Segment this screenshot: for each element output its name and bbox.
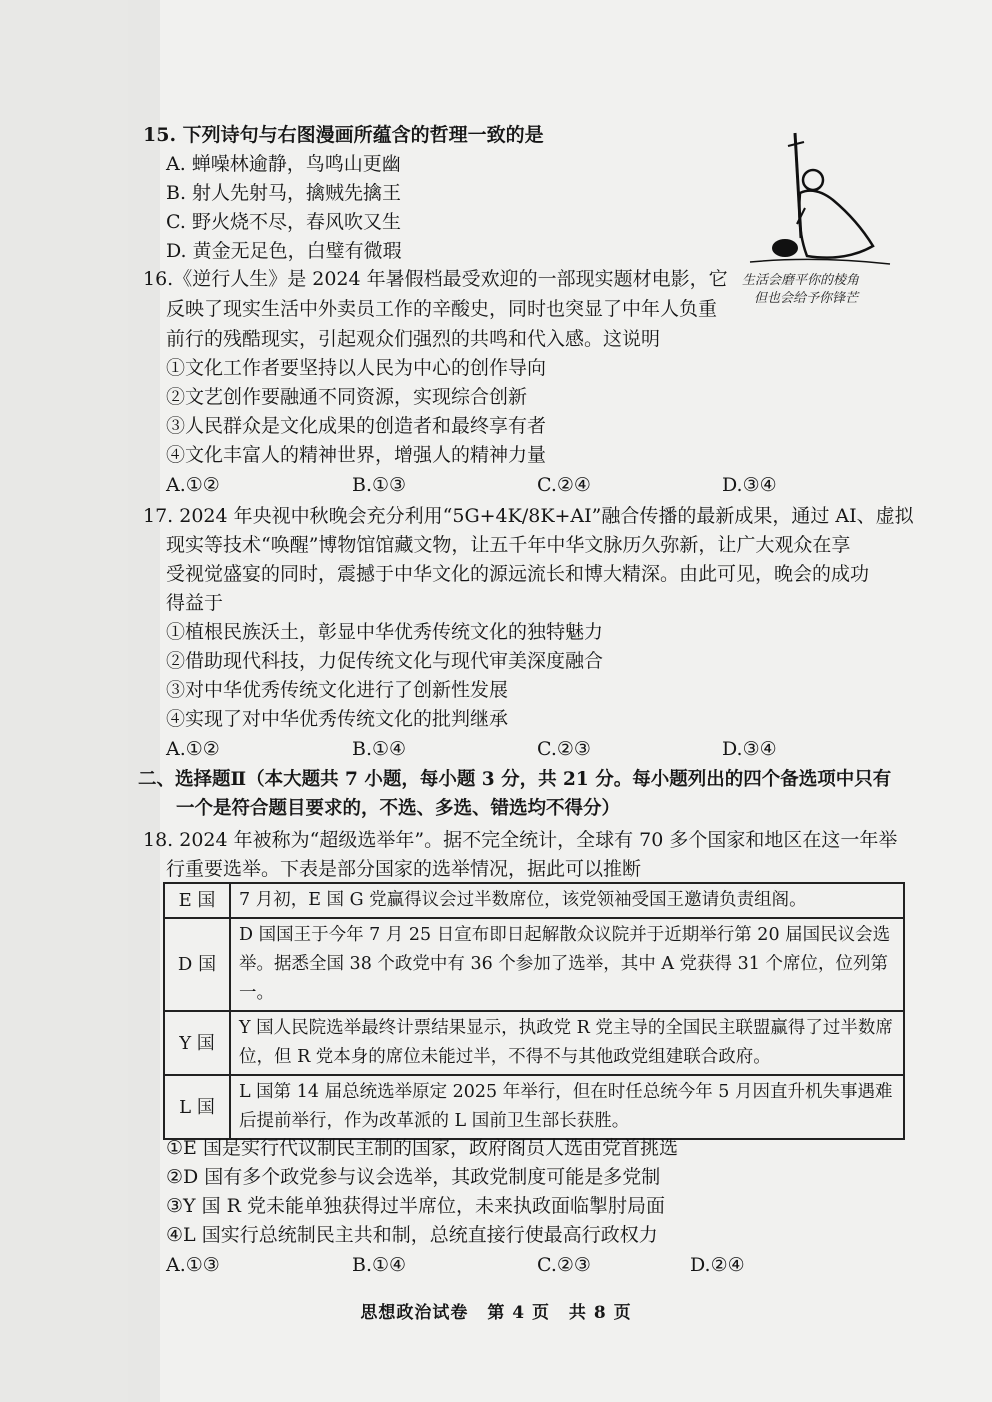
q16-choice-a: A.①② [166, 474, 220, 496]
q17-choice-b: B.①④ [352, 738, 407, 760]
table-row [164, 918, 904, 1011]
q18-choice-a: A.①③ [166, 1254, 220, 1276]
election-table [163, 882, 905, 1140]
table-text-cell: Y 国人民院选举最终计票结果显示，执政党 R 党主导的全国民主联盟赢得了过半数席位，但 R 党本身的席位未能过半，不得不与其他政党组建联合政府。 [230, 1011, 904, 1075]
q17-choice-d: D.③④ [722, 738, 777, 760]
table-text-cell: L 国第 14 届总统选举原定 2025 年举行，但在时任总统今年 5 月因直升机失事遇难后提前举行，作为改革派的 L 国前卫生部长获胜。 [230, 1075, 904, 1139]
page-footer [0, 1298, 992, 1323]
table-country-cell: E 国 [164, 883, 230, 918]
q15-option-b: B. 射人先射马，擒贼先擒王 [166, 182, 402, 204]
section-2-heading-line-2: 一个是符合题目要求的，不选、多选、错选均不得分） [176, 798, 621, 819]
q18-choice-b: B.①④ [352, 1254, 407, 1276]
q17-stem-line-3: 受视觉盛宴的同时，震撼于中华文化的源远流长和博大精深。由此可见，晚会的成功 [166, 563, 870, 585]
q17-stem-line-2: 现实等技术“唤醒”博物馆馆藏文物，让五千年中华文脉历久弥新，让广大观众在享 [166, 534, 851, 556]
table-row [164, 1011, 904, 1075]
cartoon-caption [742, 272, 912, 308]
cartoon-illustration [745, 128, 895, 278]
q17-item-4: ④实现了对中华优秀传统文化的批判继承 [166, 708, 509, 730]
q17-stem-line-4: 得益于 [166, 592, 224, 614]
q17-choice-a: A.①② [166, 738, 220, 760]
q17-item-2: ②借助现代科技，力促传统文化与现代审美深度融合 [166, 650, 604, 672]
table-country-cell: Y 国 [164, 1011, 230, 1075]
table-country-cell: D 国 [164, 918, 230, 1011]
table-text-cell: D 国国王于今年 7 月 25 日宣布即日起解散众议院并于近期举行第 20 届国民议会选举。据悉全国 38 个政党中有 36 个参加了选举，其中 A 党获得 31 个席位，位列第一。 [230, 918, 904, 1011]
q15-option-c: C. 野火烧不尽，春风吹又生 [166, 211, 401, 233]
q17-stem-line-1: 17. 2024 年央视中秋晚会充分利用“5G+4K/8K+AI”融合传播的最新成果，通过 AI、虚拟 [143, 505, 914, 527]
q18-stem-line-2: 行重要选举。下表是部分国家的选举情况，据此可以推断 [166, 858, 642, 880]
q18-item-3: ③Y 国 R 党未能单独获得过半席位，未来执政面临掣肘局面 [166, 1195, 666, 1217]
table-country-cell: L 国 [164, 1075, 230, 1139]
q15-stem: 15. 下列诗句与右图漫画所蕴含的哲理一致的是 [143, 124, 544, 146]
q17-item-3: ③对中华优秀传统文化进行了创新性发展 [166, 679, 509, 701]
q17-item-1: ①植根民族沃土，彰显中华优秀传统文化的独特魅力 [166, 621, 604, 643]
q15-option-a: A. 蝉噪林逾静，鸟鸣山更幽 [166, 153, 401, 175]
q16-choice-c: C.②④ [537, 474, 591, 496]
footer-total: 共 8 页 [568, 1303, 632, 1323]
q16-choice-b: B.①③ [352, 474, 407, 496]
cartoon-caption-line-2: 但也会给予你锋芒 [754, 291, 859, 306]
q18-item-1: ①E 国是实行代议制民主制的国家，政府阁员人选由党首挑选 [166, 1137, 678, 1159]
section-2-heading-line-1: 二、选择题Ⅱ（本大题共 7 小题，每小题 3 分，共 21 分。每小题列出的四个备选项中只有 [138, 769, 892, 790]
footer-subject: 思想政治试卷 [360, 1303, 469, 1323]
q16-item-4: ④文化丰富人的精神世界，增强人的精神力量 [166, 444, 547, 466]
q16-item-2: ②文艺创作要融通不同资源，实现综合创新 [166, 386, 528, 408]
q16-stem-line-1: 16.《逆行人生》是 2024 年暑假档最受欢迎的一部现实题材电影，它 [143, 268, 728, 290]
table-row [164, 1075, 904, 1139]
q18-choice-d: D.②④ [690, 1254, 745, 1276]
q16-choice-d: D.③④ [722, 474, 777, 496]
q15-option-d: D. 黄金无足色，白璧有微瑕 [166, 240, 402, 262]
q16-item-3: ③人民群众是文化成果的创造者和最终享有者 [166, 415, 547, 437]
q18-stem-line-1: 18. 2024 年被称为“超级选举年”。据不完全统计，全球有 70 多个国家和地区在这一年举 [143, 829, 898, 851]
footer-page: 第 4 页 [487, 1303, 550, 1323]
q18-item-2: ②D 国有多个政党参与议会选举，其政党制度可能是多党制 [166, 1166, 661, 1188]
q16-stem-line-3: 前行的残酷现实，引起观众们强烈的共鸣和代入感。这说明 [166, 328, 661, 350]
q16-item-1: ①文化工作者要坚持以人民为中心的创作导向 [166, 357, 547, 379]
table-text-cell: 7 月初，E 国 G 党赢得议会过半数席位，该党领袖受国王邀请负责组阁。 [230, 883, 904, 918]
q18-choice-c: C.②③ [537, 1254, 591, 1276]
q17-choice-c: C.②③ [537, 738, 591, 760]
table-row [164, 883, 904, 918]
cartoon-caption-line-1: 生活会磨平你的棱角 [742, 273, 860, 288]
q16-stem-line-2: 反映了现实生活中外卖员工作的辛酸史，同时也突显了中年人负重 [166, 298, 718, 320]
scan-shadow [0, 0, 160, 1402]
q18-item-4: ④L 国实行总统制民主共和制，总统直接行使最高行政权力 [166, 1224, 658, 1246]
